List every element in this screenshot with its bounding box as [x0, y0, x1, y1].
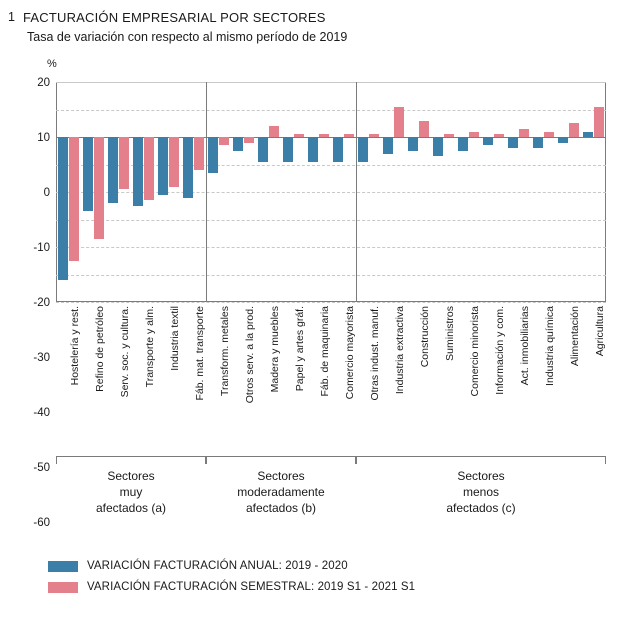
legend-swatch-annual: [48, 561, 78, 572]
legend-label-annual: VARIACIÓN FACTURACIÓN ANUAL: 2019 - 2020: [87, 560, 348, 572]
bar-annual: [533, 137, 543, 148]
bar-annual: [383, 137, 393, 154]
bar-annual: [308, 137, 318, 162]
y-axis-tick-label: -30: [33, 352, 50, 364]
group-bracket-label: [56, 468, 206, 516]
group-bracket-tick-right: [605, 456, 606, 464]
x-axis-label: [306, 304, 331, 454]
bar-annual: [408, 137, 418, 151]
bar-group: [331, 82, 356, 302]
bar-group: [56, 82, 81, 302]
x-axis-label-text: Otros serv. a la prod.: [243, 306, 256, 404]
x-axis-label-text: Comercio mayorista: [343, 306, 356, 400]
bar-group: [231, 82, 256, 302]
group-bracket-label-line: Sectores: [107, 469, 155, 483]
x-axis-category-labels: [56, 304, 606, 454]
x-axis-label: [581, 304, 606, 454]
x-axis-label: [206, 304, 231, 454]
bar-group: [81, 82, 106, 302]
bar-annual: [58, 137, 68, 280]
bar-semestral: [244, 137, 254, 143]
bar-semestral: [544, 132, 554, 138]
x-axis-label: [131, 304, 156, 454]
group-bracket-label-line: afectados (c): [446, 501, 516, 515]
bar-group: [181, 82, 206, 302]
bar-semestral: [194, 137, 204, 170]
x-axis-label-text: Industria extractiva: [393, 306, 406, 395]
x-axis-label: [231, 304, 256, 454]
x-axis-label-text: Construcción: [418, 306, 431, 368]
bar-semestral: [594, 107, 604, 137]
y-axis-tick-label: -50: [33, 462, 50, 474]
bar-semestral: [269, 126, 279, 137]
x-axis-label-text: Industria textil: [168, 306, 181, 371]
x-axis-label-text: Alimentación: [568, 306, 581, 367]
group-bracket-label-line: Sectores: [457, 469, 505, 483]
x-axis-label-text: Act. inmobiliarias: [518, 306, 531, 386]
bar-annual: [333, 137, 343, 162]
bar-semestral: [119, 137, 129, 189]
bar-annual: [208, 137, 218, 173]
page-title: FACTURACIÓN EMPRESARIAL POR SECTORES: [22, 10, 326, 25]
bars-layer: [56, 82, 606, 302]
group-bracket-label-line: afectados (a): [95, 501, 167, 515]
group-separator: [356, 82, 357, 302]
bar-annual: [483, 137, 493, 145]
bar-semestral: [419, 121, 429, 138]
x-axis-label-text: Agricultura: [593, 306, 606, 357]
bar-group: [431, 82, 456, 302]
group-bracket-label-line: moderadamente: [237, 485, 325, 499]
x-axis-label: [106, 304, 131, 454]
group-bracket-label-line: menos: [462, 485, 500, 499]
chart-title-row: [8, 10, 326, 25]
chart-legend: [48, 560, 415, 602]
x-axis-label: [256, 304, 281, 454]
bar-annual: [283, 137, 293, 162]
bar-group: [106, 82, 131, 302]
bar-group: [531, 82, 556, 302]
bar-annual: [183, 137, 193, 198]
bar-group: [481, 82, 506, 302]
legend-item-annual: [48, 560, 415, 572]
bar-group: [406, 82, 431, 302]
group-bracket: [56, 456, 206, 526]
bar-annual: [433, 137, 443, 156]
legend-label-semestral: VARIACIÓN FACTURACIÓN SEMESTRAL: 2019 S1 - 2021 S1: [87, 581, 416, 593]
x-axis-label-text: Madera y muebles: [268, 306, 281, 393]
figure-number: 1: [8, 10, 15, 24]
bar-semestral: [369, 134, 379, 137]
group-bracket-rule: [56, 456, 206, 457]
x-axis-label-text: Fáb. mat. transporte: [193, 306, 206, 401]
bar-group: [356, 82, 381, 302]
bar-group: [581, 82, 606, 302]
legend-item-semestral: [48, 581, 415, 593]
group-bracket: [206, 456, 356, 526]
bar-annual: [558, 137, 568, 143]
x-axis-label-text: Otras indust. manuf.: [368, 306, 381, 401]
x-axis-label: [456, 304, 481, 454]
bar-semestral: [444, 134, 454, 137]
bar-semestral: [569, 123, 579, 137]
legend-swatch-semestral: [48, 582, 78, 593]
bar-group: [381, 82, 406, 302]
bar-group: [206, 82, 231, 302]
group-bracket-label: [206, 468, 356, 516]
bar-group: [456, 82, 481, 302]
x-axis-label-text: Refino de petróleo: [93, 306, 106, 392]
group-bracket-label-line: Sectores: [257, 469, 305, 483]
x-axis-label-text: Suministros: [443, 306, 456, 361]
x-axis-label: [181, 304, 206, 454]
x-axis-label: [56, 304, 81, 454]
x-axis-label: [331, 304, 356, 454]
bar-annual: [508, 137, 518, 148]
bar-annual: [83, 137, 93, 211]
bar-group: [156, 82, 181, 302]
bar-semestral: [219, 137, 229, 145]
x-axis-label-text: Fáb. de maquinaria: [318, 306, 331, 397]
chart-subtitle: Tasa de variación con respecto al mismo período de 2019: [27, 30, 348, 44]
bar-group: [306, 82, 331, 302]
y-axis-unit: %: [47, 58, 57, 70]
bar-semestral: [169, 137, 179, 187]
x-axis-label: [156, 304, 181, 454]
group-bracket-tick-left: [56, 456, 57, 464]
bar-semestral: [394, 107, 404, 137]
y-axis-tick-label: 10: [37, 132, 50, 144]
bar-annual: [358, 137, 368, 162]
bar-annual: [458, 137, 468, 151]
group-bracket-label-line: muy: [119, 485, 143, 499]
x-axis-label: [381, 304, 406, 454]
bar-annual: [233, 137, 243, 151]
y-axis-tick-label: -60: [33, 517, 50, 529]
bar-semestral: [519, 129, 529, 137]
x-axis-label: [81, 304, 106, 454]
bar-semestral: [319, 134, 329, 137]
bar-group: [281, 82, 306, 302]
y-axis-tick-label: 20: [37, 77, 50, 89]
bar-group: [506, 82, 531, 302]
bar-group: [131, 82, 156, 302]
bar-annual: [133, 137, 143, 206]
group-brackets: [56, 456, 606, 526]
bar-annual: [108, 137, 118, 203]
group-bracket-label-line: afectados (b): [245, 501, 317, 515]
x-axis-label-text: Información y com.: [493, 306, 506, 395]
bar-semestral: [69, 137, 79, 261]
group-bracket: [356, 456, 606, 526]
group-separator: [206, 82, 207, 302]
x-axis-label: [556, 304, 581, 454]
x-axis-label-text: Comercio minorista: [468, 306, 481, 397]
x-axis-label-text: Industria química: [543, 306, 556, 386]
x-axis-label: [356, 304, 381, 454]
bar-semestral: [94, 137, 104, 239]
bar-semestral: [494, 134, 504, 137]
y-axis-tick-label: -40: [33, 407, 50, 419]
group-bracket-tick-left: [206, 456, 207, 464]
x-axis-label-text: Serv. soc. y cultura.: [118, 306, 131, 398]
x-axis-label: [406, 304, 431, 454]
y-axis-tick-label: -20: [33, 297, 50, 309]
bar-annual: [158, 137, 168, 195]
x-axis-label-text: Papel y artes gráf.: [293, 306, 306, 392]
group-bracket-rule: [206, 456, 356, 457]
y-axis-tick-label: 0: [43, 187, 50, 199]
x-axis-label: [506, 304, 531, 454]
x-axis-label: [281, 304, 306, 454]
bar-semestral: [469, 132, 479, 138]
group-bracket-label: [356, 468, 606, 516]
x-axis-label: [481, 304, 506, 454]
group-bracket-rule: [356, 456, 606, 457]
x-axis-label-text: Hostelería y rest.: [68, 306, 81, 386]
bar-semestral: [294, 134, 304, 137]
bar-group: [556, 82, 581, 302]
group-bracket-tick-left: [356, 456, 357, 464]
bar-annual: [258, 137, 268, 162]
x-axis-label: [431, 304, 456, 454]
bar-semestral: [144, 137, 154, 200]
y-axis-tick-label: -10: [33, 242, 50, 254]
x-axis-label-text: Transporte y alm.: [143, 306, 156, 388]
bar-annual: [583, 132, 593, 138]
bar-group: [256, 82, 281, 302]
bar-semestral: [344, 134, 354, 137]
x-axis-label-text: Transform. metales: [218, 306, 231, 397]
x-axis-label: [531, 304, 556, 454]
